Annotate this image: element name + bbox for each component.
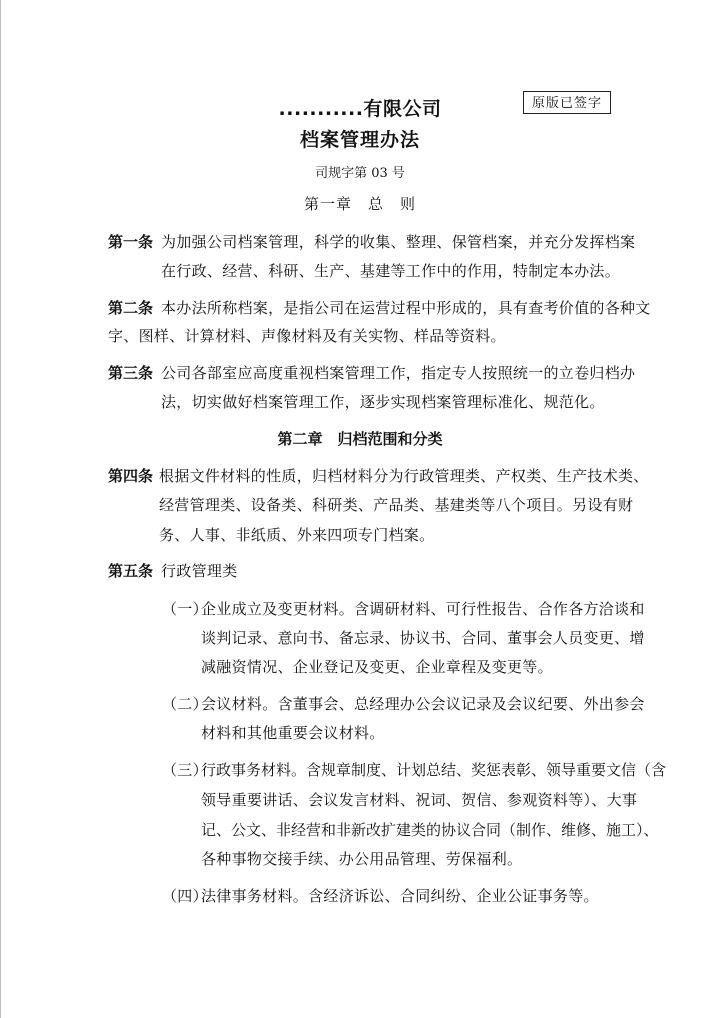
company-name: ...........有限公司 [278, 98, 442, 120]
article-3-line: 法，切实做好档案管理工作，逐步实现档案管理标准化、规范化。 [161, 393, 605, 411]
article-4-line: 经营管理类、设备类、科研类、产品类、基建类等八个项目。另设有财 [159, 496, 634, 514]
chapter-2-heading: 第二章 归档范围和分类 [277, 430, 443, 448]
item-1-line: 减融资情况、企业登记及变更、企业章程及变更等。 [201, 658, 553, 676]
item-3-line: 各种事物交接手续、办公用品管理、劳保福利。 [201, 850, 523, 868]
article-2-line: 本办法所称档案，是指公司在运营过程中形成的，具有查考价值的各种文 [161, 299, 651, 317]
article-1-label: 第一条 [108, 233, 154, 251]
article-5-label: 第五条 [108, 562, 154, 580]
page-edge [0, 0, 1, 1018]
article-5-text: 行政管理类 [161, 562, 238, 580]
article-2-line: 字、图样、计算材料、声像材料及有关实物、样品等资料。 [108, 327, 506, 345]
item-3-line: 行政事务材料。含规章制度、计划总结、奖惩表彰、领导重要文信（含 [201, 761, 667, 779]
item-3-line: 领导重要讲话、会议发言材料、祝词、贺信、参观资料等）、大事 [201, 791, 638, 809]
article-4-line: 务、人事、非纸质、外来四项专门档案。 [159, 526, 435, 544]
item-2-line: 会议材料。含董事会、总经理办公会议记录及会议纪要、外出参会 [201, 695, 645, 713]
item-1-line: 企业成立及变更材料。含调研材料、可行性报告、合作各方洽谈和 [201, 600, 645, 618]
article-3-label: 第三条 [108, 364, 154, 382]
document-title: 档案管理办法 [299, 129, 420, 151]
article-4-label: 第四条 [108, 467, 154, 485]
article-1-line: 在行政、经营、科研、生产、基建等工作中的作用，特制定本办法。 [161, 262, 621, 280]
document-number: 司规字第 03 号 [315, 166, 405, 181]
item-4-line: 法律事务材料。含经济诉讼、合同纠纷、企业公证事务等。 [201, 887, 599, 905]
article-2-label: 第二条 [108, 299, 154, 317]
article-4-line: 根据文件材料的性质，归档材料分为行政管理类、产权类、生产技术类、 [159, 467, 649, 485]
item-1-line: 谈判记录、意向书、备忘录、协议书、合同、董事会人员变更、增 [201, 629, 645, 647]
item-4-marker: （四） [162, 887, 208, 905]
signed-stamp: 原版已签字 [523, 91, 611, 114]
item-3-marker: （三） [162, 761, 208, 779]
item-1-marker: （一） [162, 600, 208, 618]
chapter-1-heading: 第一章 总 则 [303, 195, 416, 213]
article-3-line: 公司各部室应高度重视档案管理工作，指定专人按照统一的立卷归档办 [161, 364, 636, 382]
article-1-line: 为加强公司档案管理，科学的收集、整理、保管档案，并充分发挥档案 [161, 233, 636, 251]
item-3-line: 记、公文、非经营和非新改扩建类的协议合同（制作、维修、施工）、 [201, 821, 659, 839]
item-2-line: 材料和其他重要会议材料。 [201, 724, 385, 742]
item-2-marker: （二） [162, 695, 208, 713]
